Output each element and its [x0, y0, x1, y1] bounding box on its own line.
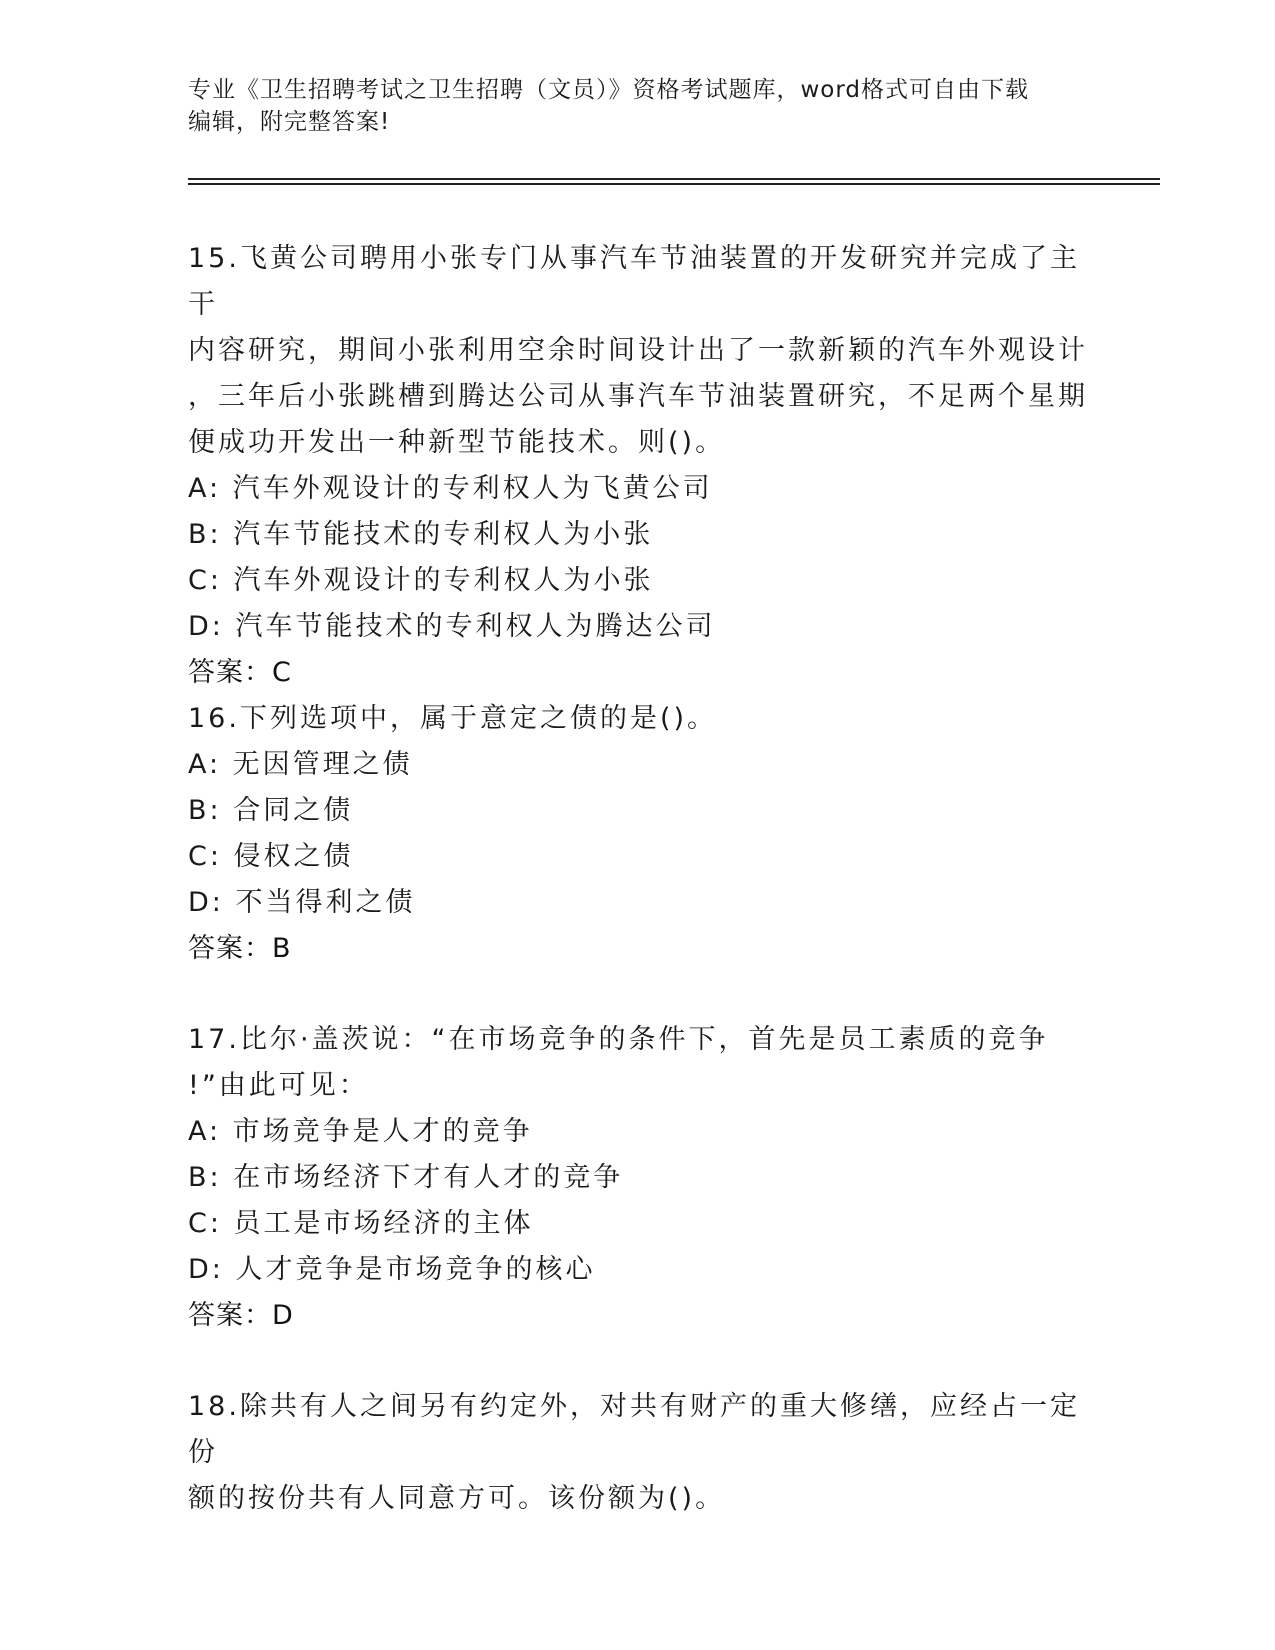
option-a: A: 市场竞争是人才的竞争	[188, 1116, 533, 1147]
question-stem-line: 便成功开发出一种新型节能技术。则()。	[188, 427, 726, 458]
header-line-2: 编辑，附完整答案!	[188, 109, 391, 135]
question-stem-line: 18.除共有人之间另有约定外，对共有财产的重大修缮，应经占一定份	[188, 1391, 1080, 1468]
answer-line: 答案：B	[188, 933, 292, 964]
question-16	[188, 696, 1088, 972]
option-b: B: 合同之债	[188, 795, 354, 826]
option-b: B: 在市场经济下才有人才的竞争	[188, 1162, 624, 1193]
option-d: D: 汽车节能技术的专利权人为腾达公司	[188, 611, 716, 642]
question-15	[188, 236, 1088, 696]
question-18	[188, 1384, 1088, 1522]
question-stem-line: 额的按份共有人同意方可。该份额为()。	[188, 1483, 726, 1514]
question-17	[188, 1017, 1088, 1339]
option-d: D: 人才竞争是市场竞争的核心	[188, 1254, 596, 1285]
header-divider-bottom	[188, 183, 1160, 185]
question-stem-line: 15.飞黄公司聘用小张专门从事汽车节油装置的开发研究并完成了主干	[188, 243, 1080, 320]
option-a: A: 汽车外观设计的专利权人为飞黄公司	[188, 473, 713, 504]
option-a: A: 无因管理之债	[188, 749, 413, 780]
option-c: C: 汽车外观设计的专利权人为小张	[188, 565, 654, 596]
option-d: D: 不当得利之债	[188, 887, 416, 918]
question-stem-line: ，三年后小张跳槽到腾达公司从事汽车节油装置研究，不足两个星期	[188, 381, 1088, 412]
header-line-1: 专业《卫生招聘考试之卫生招聘（文员）》资格考试题库，word格式可自由下载	[188, 77, 1030, 103]
header-divider-top	[188, 178, 1160, 180]
option-c: C: 员工是市场经济的主体	[188, 1208, 534, 1239]
document-header	[188, 74, 1088, 138]
answer-line: 答案：C	[188, 657, 292, 688]
question-stem-line: 17.比尔·盖茨说：“在市场竞争的条件下，首先是员工素质的竞争	[188, 1024, 1049, 1055]
option-c: C: 侵权之债	[188, 841, 354, 872]
answer-line: 答案：D	[188, 1300, 294, 1331]
question-stem-line: 16.下列选项中，属于意定之债的是()。	[188, 703, 718, 734]
question-stem-line: 内容研究，期间小张利用空余时间设计出了一款新颖的汽车外观设计	[188, 335, 1088, 366]
question-stem-line: !”由此可见：	[188, 1070, 369, 1101]
option-b: B: 汽车节能技术的专利权人为小张	[188, 519, 654, 550]
